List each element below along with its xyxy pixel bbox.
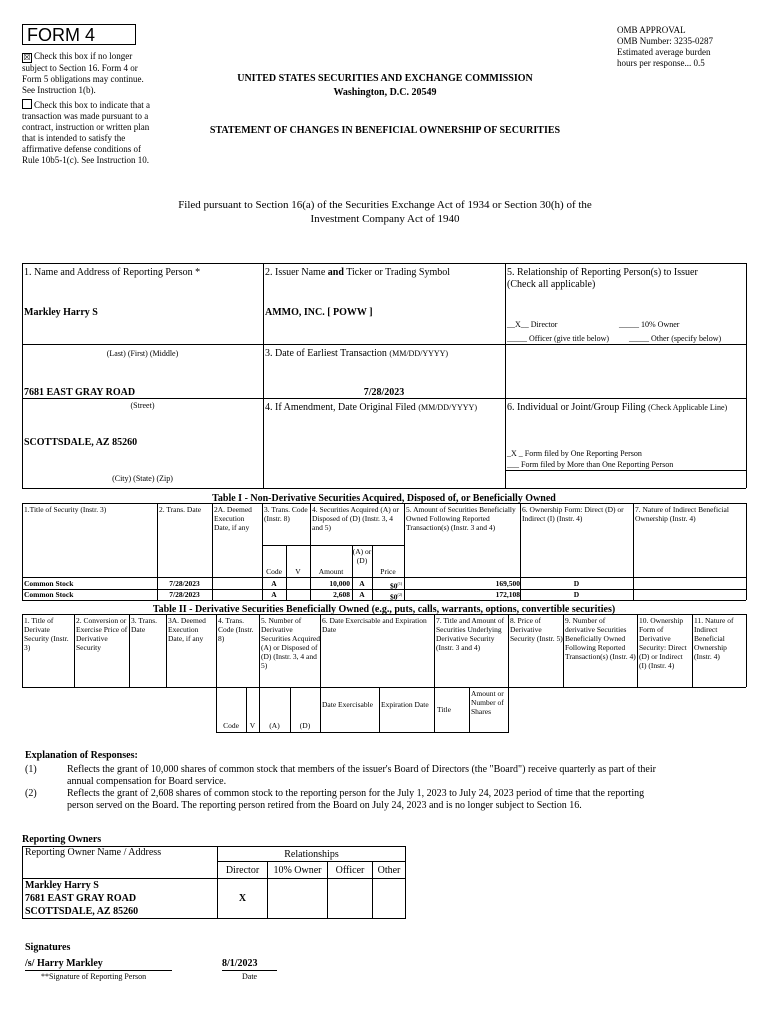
box4-format: (MM/DD/YYYY) — [418, 403, 477, 412]
t1-sub-price: Price — [380, 567, 396, 576]
t1-row-price-note: (1) — [397, 581, 403, 586]
t1-row-owned: 172,108 — [495, 590, 520, 599]
grid-line — [263, 263, 264, 488]
ten-pct-owner-option[interactable]: _____ 10% Owner — [619, 320, 680, 329]
t1-h-title: 1.Title of Security (Instr. 3) — [24, 505, 107, 514]
t2-h-form: 10. Ownership Form of Derivative Security: Direct (D) or Indirect (I) (Instr. 4) — [639, 616, 687, 670]
table2-title: Table II - Derivative Securities Beneficially Owned (e.g., puts, calls, warrants, options, convertible securities) — [152, 604, 616, 615]
t2-h-number: 5. Number of Derivative Securities Acquired (A) or Disposed of (D) (Instr. 3, 4 and 5) — [261, 616, 320, 670]
filed-pursuant-text — [100, 198, 670, 226]
explanation-text — [67, 764, 656, 788]
t1-row-price-value: $0 — [390, 581, 398, 591]
t1-row-price-value: $0 — [390, 592, 398, 602]
box4-label — [265, 402, 477, 414]
t1-row-code: A — [271, 579, 277, 588]
multiple-person-filing-option[interactable]: ___ Form filed by More than One Reporting Person — [507, 460, 674, 469]
table1-title: Table I - Non-Derivative Securities Acquired, Disposed of, or Beneficially Owned — [212, 493, 556, 504]
box3-label — [265, 348, 448, 360]
owner-street: 7681 EAST GRAY ROAD — [25, 893, 137, 904]
owner-name: Markley Harry S — [25, 880, 99, 891]
t1-row-title: Common Stock — [24, 579, 74, 588]
grid-line — [22, 600, 746, 601]
owners-heading: Reporting Owners — [22, 834, 102, 845]
t1-row-amount: 2,608 — [333, 590, 350, 599]
box2-label-b: and — [327, 267, 344, 278]
filed-line-2: Investment Company Act of 1940 — [310, 213, 460, 225]
t2-sub-exp: Expiration Date — [381, 700, 429, 709]
t2-h-conversion: 2. Conversion or Exercise Price of Derivative Security — [76, 616, 128, 652]
city-caption: (City) (State) (Zip) — [112, 474, 173, 483]
t2-h-price: 8. Price of Derivative Security (Instr. 5) — [510, 616, 563, 643]
grid-line — [746, 263, 747, 488]
t1-row-date: 7/28/2023 — [169, 579, 200, 588]
grid-line — [563, 614, 564, 687]
t2-h-underlying: 7. Title and Amount of Securities Underlying Derivative Security (Instr. 3 and 4) — [436, 616, 505, 652]
owner-col-officer: Officer — [328, 862, 373, 879]
t2-sub-d: (D) — [299, 721, 311, 730]
checkbox2-text: Check this box to indicate that a transaction was made pursuant to a contract, instruction or written plan that is intended to satisfy the affirmative defense conditions of Rule 10b5-1(c). See Instruction 10. — [22, 100, 150, 165]
grid-line — [508, 614, 509, 732]
t1-row-amount: 10,000 — [329, 579, 350, 588]
explanation-heading: Explanation of Responses: — [25, 750, 138, 761]
grid-line — [129, 614, 130, 687]
grid-line — [692, 614, 693, 687]
explanation-num: (2) — [25, 788, 37, 799]
grid-line — [216, 732, 509, 733]
grid-line — [505, 263, 506, 488]
owner-col-ten-pct: 10% Owner — [268, 862, 328, 879]
owner-col-other: Other — [373, 862, 406, 879]
t1-h-nature: 7. Nature of Indirect Beneficial Ownership (Instr. 4) — [635, 505, 729, 523]
reporting-person-name: Markley Harry S — [24, 307, 98, 318]
box6-label-text: 6. Individual or Joint/Group Filing — [507, 402, 646, 413]
grid-line — [22, 263, 23, 488]
agency-name: UNITED STATES SECURITIES AND EXCHANGE COMMISSION — [237, 73, 533, 84]
t1-h-acquired: 4. Securities Acquired (A) or Disposed of (D) (Instr. 3, 4 and 5) — [312, 505, 399, 532]
box2-label-a: 2. Issuer Name — [265, 267, 328, 278]
t1-h-code: 3. Trans. Code (Instr. 8) — [264, 505, 308, 523]
t1-h-deemed: 2A. Deemed Execution Date, if any — [214, 505, 252, 532]
grid-line — [22, 614, 23, 687]
t2-h-date: 3. Trans. Date — [131, 616, 158, 634]
grid-line — [505, 344, 746, 345]
t1-row-title: Common Stock — [24, 590, 74, 599]
box5-sub: (Check all applicable) — [507, 279, 596, 290]
grid-line — [22, 687, 746, 688]
omb-line: hours per response... 0.5 — [617, 58, 705, 68]
t1-row-form: D — [573, 579, 580, 588]
grid-line — [469, 687, 470, 732]
t2-h-owned: 9. Number of derivative Securities Beneficially Owned Following Reported Transaction(s) (Instr. 4) — [565, 616, 636, 661]
t1-sub-code: Code — [266, 567, 282, 576]
grid-line — [22, 503, 23, 600]
t1-h-date: 2. Trans. Date — [159, 505, 202, 514]
grid-line — [262, 545, 404, 546]
issuer-name: AMMO, INC. [ POWW ] — [265, 307, 373, 318]
t1-sub-v: V — [295, 567, 301, 576]
t1-row-form: D — [573, 590, 580, 599]
owner-col-name: Reporting Owner Name / Address — [23, 847, 218, 879]
t2-sub-date-ex: Date Exercisable — [322, 700, 374, 709]
owner-officer-cell — [328, 879, 373, 919]
box2-label — [265, 267, 450, 279]
t1-sub-amount: Amount — [318, 567, 344, 576]
unchecked-checkbox[interactable] — [22, 99, 32, 109]
name-caption: (Last) (First) (Middle) — [106, 349, 179, 358]
explanation-line: annual compensation for Board service. — [67, 776, 227, 787]
t2-h-exercisable: 6. Date Exercisable and Expiration Date — [322, 616, 427, 634]
t2-h-nature: 11. Nature of Indirect Beneficial Ownership (Instr. 4) — [694, 616, 734, 661]
t1-row-price — [390, 579, 402, 591]
omb-approval-block — [617, 25, 747, 69]
grid-line — [22, 589, 746, 590]
grid-line — [74, 614, 75, 687]
reporting-person-street: 7681 EAST GRAY ROAD — [24, 387, 136, 398]
owner-col-director: Director — [218, 862, 268, 879]
street-caption: (Street) — [130, 401, 155, 410]
box6-label — [507, 402, 745, 414]
signature-caption: **Signature of Reporting Person — [41, 972, 147, 981]
grid-line — [379, 687, 380, 732]
owner-ten-pct-cell — [268, 879, 328, 919]
owner-row-name — [23, 879, 218, 919]
statement-title: STATEMENT OF CHANGES IN BENEFICIAL OWNERSHIP OF SECURITIES — [209, 125, 561, 136]
owner-other-cell — [373, 879, 406, 919]
grid-line — [746, 614, 747, 687]
explanation-line: person served on the Board. The reporting person retired from the Board on July 24, 2023 and is no longer subject to Section 16. — [67, 800, 582, 811]
one-person-filing-option[interactable]: _X _ Form filed by One Reporting Person — [507, 449, 642, 458]
omb-line: OMB Number: 3235-0287 — [617, 36, 713, 46]
date-caption: Date — [242, 972, 258, 981]
form-title: FORM 4 — [22, 24, 136, 45]
signature-date: 8/1/2023 — [222, 958, 277, 971]
reporting-person-city: SCOTTSDALE, AZ 85260 — [24, 437, 138, 448]
filed-line-1: Filed pursuant to Section 16(a) of the Securities Exchange Act of 1934 or Section 30(h) of the — [178, 199, 592, 211]
grid-line — [637, 614, 638, 687]
no-longer-subject-checkbox-block — [22, 51, 150, 96]
grid-line — [22, 488, 746, 489]
agency-location: Washington, D.C. 20549 — [333, 87, 437, 98]
omb-line: Estimated average burden — [617, 47, 711, 57]
owner-director-mark: X — [218, 879, 268, 919]
box2-label-c: Ticker or Trading Symbol — [343, 267, 451, 278]
explanation-line: Reflects the grant of 10,000 shares of common stock that members of the issuer's Board of Directors (the "Board") receive quarterly as part of their — [67, 764, 656, 775]
officer-option[interactable]: _____ Officer (give title below) — [507, 334, 610, 343]
t1-h-form: 6. Ownership Form: Direct (D) or Indirect (I) (Instr. 4) — [522, 505, 624, 523]
signature-value: /s/ Harry Markley — [25, 958, 172, 971]
grid-line — [259, 614, 260, 732]
grid-line — [216, 614, 217, 732]
owner-col-relationships: Relationships — [218, 847, 406, 862]
box5-label-text: 5. Relationship of Reporting Person(s) to Issuer — [507, 267, 698, 278]
box1-label: 1. Name and Address of Reporting Person * — [24, 267, 201, 278]
grid-line — [212, 503, 213, 600]
t2-sub-title: Title — [437, 705, 451, 714]
t2-h-code: 4. Trans. Code (Instr. 8) — [218, 616, 254, 643]
t2-sub-code: Code — [223, 721, 239, 730]
t1-row-code: A — [271, 590, 277, 599]
t2-sub-a: (A) — [269, 721, 280, 730]
grid-line — [166, 614, 167, 687]
explanation-text — [67, 788, 644, 812]
checkbox1-text: Check this box if no longer subject to Section 16. Form 4 or Form 5 obligations may continue. See Instruction 1(b). — [22, 51, 144, 95]
explanation-item — [25, 764, 740, 788]
grid-line — [505, 470, 746, 471]
other-option[interactable]: _____ Other (specify below) — [629, 334, 722, 343]
explanation-num: (1) — [25, 764, 37, 775]
box6-label-small: (Check Applicable Line) — [648, 403, 728, 412]
box5-label — [507, 267, 745, 291]
t1-row-aod: A — [359, 579, 365, 588]
grid-line — [434, 614, 435, 732]
reporting-owners-table — [22, 846, 406, 919]
t1-sub-aod: (A) or (D) — [352, 547, 372, 565]
t2-sub-amount: Amount or Number of Shares — [471, 689, 504, 716]
t1-row-price-note: (2) — [397, 592, 403, 597]
earliest-transaction-date: 7/28/2023 — [363, 387, 405, 398]
t1-row-owned: 169,500 — [495, 579, 520, 588]
t1-row-aod: A — [359, 590, 365, 599]
rule-10b5-checkbox-block — [22, 99, 150, 166]
box3-format: (MM/DD/YYYY) — [389, 349, 449, 358]
director-option[interactable]: __X__ Director — [507, 320, 558, 329]
grid-line — [22, 263, 746, 264]
explanation-item — [25, 788, 740, 812]
t2-sub-v: V — [249, 721, 256, 730]
owner-city: SCOTTSDALE, AZ 85260 — [25, 906, 139, 917]
t1-h-owned: 5. Amount of Securities Beneficially Owned Following Reported Transaction(s) (Instr. 3 and 4) — [406, 505, 516, 532]
box3-label-text: 3. Date of Earliest Transaction — [265, 348, 387, 359]
grid-line — [22, 577, 746, 578]
explanation-line: Reflects the grant of 2,608 shares of common stock to the reporting person for the July 1, 2023 to July 24, 2023 period of time that the reporting — [67, 788, 645, 799]
t2-h-title: 1. Title of Derivate Security (Instr. 3) — [24, 616, 69, 652]
signatures-heading: Signatures — [25, 942, 71, 953]
t2-h-deemed: 3A. Deemed Execution Date, if any — [168, 616, 206, 643]
omb-line: OMB APPROVAL — [617, 25, 686, 35]
t1-row-price — [390, 590, 402, 602]
grid-line — [22, 503, 746, 504]
box4-label-text: 4. If Amendment, Date Original Filed — [265, 402, 416, 413]
t1-row-date: 7/28/2023 — [169, 590, 200, 599]
grid-line — [320, 614, 321, 732]
checked-checkbox[interactable]: ☒ — [23, 53, 31, 62]
explanation-list — [25, 764, 740, 812]
